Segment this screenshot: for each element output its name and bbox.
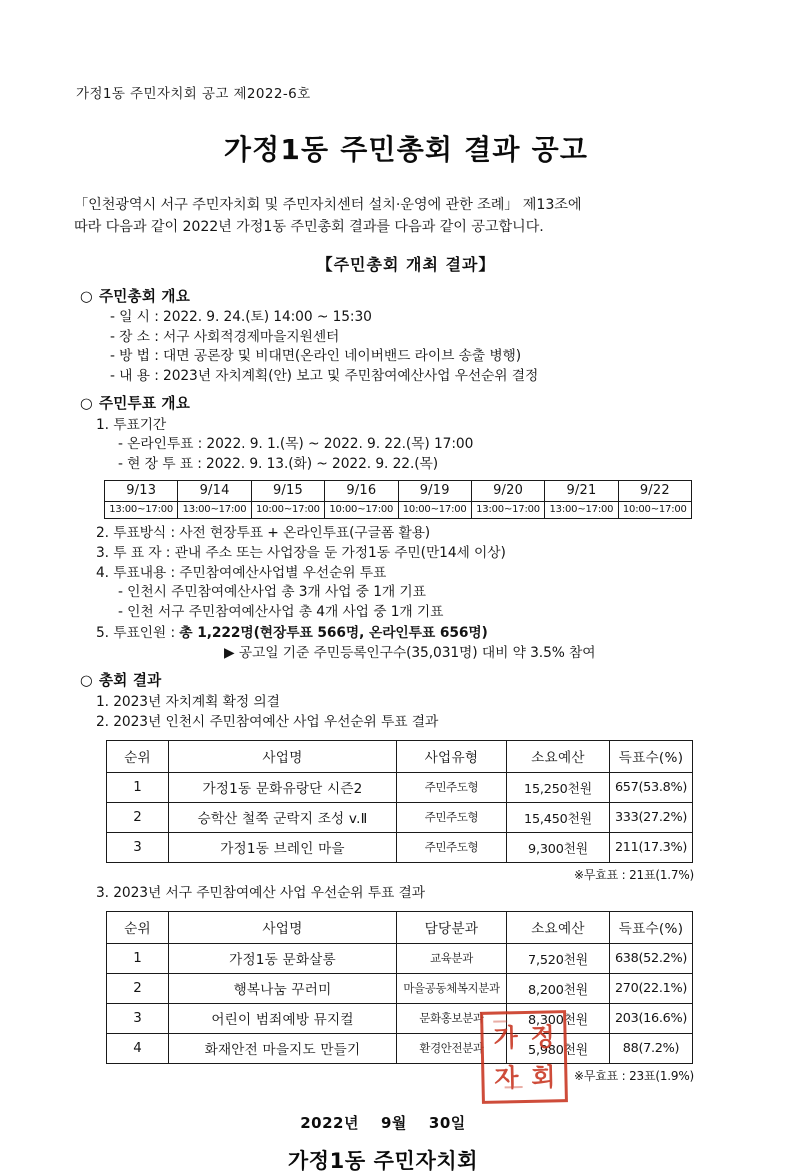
column-header-budget: 소요예산 [507, 912, 610, 944]
list-item: - 인천 서구 주민참여예산사업 총 4개 사업 중 1개 기표 [118, 604, 444, 621]
table-row [107, 773, 693, 803]
list-item: 4. 투표내용 : 주민참여예산사업별 우선순위 투표 [96, 565, 387, 582]
column-header-project-name: 사업명 [169, 912, 397, 944]
seal-character: 자 [494, 1062, 518, 1093]
schedule-date-cell: 9/19 [398, 481, 471, 502]
seal-character: 회 [531, 1061, 555, 1092]
list-item: 3. 투 표 자 : 관내 주소 또는 사업장을 둔 가정1동 주민(만14세 이상) [96, 545, 506, 562]
seal-character: 정 [530, 1021, 554, 1052]
issue-year: 2022년 [300, 1114, 359, 1133]
circle-bullet-icon: ○ [80, 395, 93, 413]
table-row [105, 481, 692, 502]
result-table-city [106, 740, 693, 863]
cell-votes: 657(53.8%) [610, 773, 693, 803]
circle-bullet-icon: ○ [80, 672, 93, 690]
seal-ink-speck [493, 1020, 507, 1022]
table-row [107, 803, 693, 833]
list-item: - 방 법 : 대면 공론장 및 비대면(온라인 네이버밴드 라이브 송출 병행) [110, 348, 522, 365]
result-table-1-wrap [106, 740, 738, 863]
issuing-organization: 가정1동 주민자치회 [287, 1149, 479, 1174]
cell-project-name: 가정1동 문화유랑단 시즌2 [169, 773, 397, 803]
invalid-votes-note-1: ※무효표 : 21표(1.7%) [573, 868, 694, 883]
list-item: 1. 2023년 자치계획 확정 의결 [96, 694, 280, 711]
column-header-project-type: 사업유형 [397, 741, 507, 773]
cell-project-name: 가정1동 문화살롱 [169, 944, 397, 974]
cell-votes: 211(17.3%) [610, 833, 693, 863]
schedule-date-cell: 9/14 [178, 481, 251, 502]
intro-line-1: 「인천광역시 서구 주민자치회 및 주민자치센터 설치·운영에 관한 조례」 제13조에 [74, 197, 582, 213]
assembly-overview-heading-label: 주민총회 개요 [98, 288, 191, 305]
schedule-time-cell: 10:00~17:00 [325, 502, 398, 519]
results-heading [80, 669, 738, 690]
list-item: - 현 장 투 표 : 2022. 9. 13.(화) ~ 2022. 9. 22.(목) [118, 455, 439, 472]
schedule-date-cell: 9/16 [325, 481, 398, 502]
cell-project-name: 어린이 범죄예방 뮤지컬 [169, 1004, 397, 1034]
voter-count-line [96, 623, 738, 643]
schedule-time-cell: 13:00~17:00 [471, 502, 544, 519]
vote-schedule-table-wrap [104, 480, 738, 519]
schedule-date-cell: 9/22 [618, 481, 691, 502]
list-item: 2. 투표방식 : 사전 현장투표 + 온라인투표(구글폼 활용) [96, 525, 431, 542]
section-banner: 【주민총회 개최 결과】 [316, 255, 496, 274]
schedule-time-cell: 10:00~17:00 [398, 502, 471, 519]
cell-budget: 8,200천원 [507, 974, 610, 1004]
table-row [107, 1034, 693, 1064]
list-item: - 장 소 : 서구 사회적경제마을지원센터 [110, 328, 340, 345]
intro-line-2: 따라 다음과 같이 2022년 가정1동 주민총회 결과를 다음과 같이 공고합니다. [74, 219, 544, 235]
cell-rank: 3 [107, 833, 169, 863]
cell-budget: 15,250천원 [507, 773, 610, 803]
cell-project-type: 주민주도형 [397, 833, 507, 863]
circle-bullet-icon: ○ [80, 288, 93, 305]
column-header-rank: 순위 [107, 741, 169, 773]
column-header-votes: 득표수(%) [610, 912, 693, 944]
schedule-date-cell: 9/21 [545, 481, 618, 502]
cell-budget: 7,520천원 [507, 944, 610, 974]
table-header-row [107, 912, 693, 944]
schedule-time-cell: 13:00~17:00 [545, 502, 618, 519]
table-header-row [107, 741, 693, 773]
schedule-time-cell: 10:00~17:00 [251, 502, 324, 519]
cell-project-type: 주민주도형 [397, 773, 507, 803]
document-number: 가정1동 주민자치회 공고 제2022-6호 [76, 86, 311, 102]
voter-count-label: 5. 투표인원 : [96, 624, 180, 641]
result-table-2-caption: 3. 2023년 서구 주민참여예산 사업 우선순위 투표 결과 [96, 885, 426, 902]
list-item: - 내 용 : 2023년 자치계획(안) 보고 및 주민참여예산사업 우선순위 결정 [110, 367, 539, 384]
cell-rank: 1 [107, 944, 169, 974]
official-seal-stamp [480, 1010, 568, 1104]
cell-department: 환경안전분과 [397, 1034, 507, 1064]
result-table-district [106, 911, 693, 1064]
cell-rank: 2 [107, 803, 169, 833]
column-header-budget: 소요예산 [507, 741, 610, 773]
seal-ink-speck [505, 1086, 523, 1088]
table-row [107, 944, 693, 974]
cell-rank: 4 [107, 1034, 169, 1064]
list-item: 1. 투표기간 [96, 417, 167, 434]
cell-project-type: 주민주도형 [397, 803, 507, 833]
schedule-time-cell: 13:00~17:00 [178, 502, 251, 519]
vote-schedule-table [104, 480, 692, 519]
table-row [105, 502, 692, 519]
table-row [107, 1004, 693, 1034]
cell-votes: 638(52.2%) [610, 944, 693, 974]
assembly-overview-heading [80, 285, 738, 306]
result-table-1-caption: 2. 2023년 인천시 주민참여예산 사업 우선순위 투표 결과 [96, 714, 439, 731]
schedule-date-cell: 9/20 [471, 481, 544, 502]
vote-overview-heading-label: 주민투표 개요 [98, 395, 191, 413]
column-header-rank: 순위 [107, 912, 169, 944]
results-heading-label: 총회 결과 [98, 672, 162, 690]
cell-rank: 2 [107, 974, 169, 1004]
schedule-date-cell: 9/15 [251, 481, 324, 502]
result-table-2-wrap [106, 911, 738, 1064]
list-item: - 온라인투표 : 2022. 9. 1.(목) ~ 2022. 9. 22.(목) 17:00 [118, 436, 474, 453]
cell-department: 문화홍보분과 [397, 1004, 507, 1034]
cell-budget: 8,300천원 [507, 1004, 610, 1034]
list-item: - 일 시 : 2022. 9. 24.(토) 14:00 ~ 15:30 [110, 309, 372, 325]
cell-votes: 203(16.6%) [610, 1004, 693, 1034]
cell-project-name: 승학산 철쭉 군락지 조성 v.Ⅱ [169, 803, 397, 833]
intro-paragraph [74, 194, 738, 238]
schedule-time-cell: 13:00~17:00 [105, 502, 178, 519]
list-item: - 인천시 주민참여예산사업 총 3개 사업 중 1개 기표 [118, 584, 426, 601]
cell-rank: 1 [107, 773, 169, 803]
column-header-project-name: 사업명 [169, 741, 397, 773]
cell-budget: 5,980천원 [507, 1034, 610, 1064]
table-row [107, 974, 693, 1004]
column-header-department: 담당분과 [397, 912, 507, 944]
voter-count-value: 총 1,222명(현장투표 566명, 온라인투표 656명) [179, 624, 488, 641]
cell-project-name: 화재안전 마을지도 만들기 [169, 1034, 397, 1064]
cell-votes: 270(22.1%) [610, 974, 693, 1004]
seal-character-grid [487, 1017, 561, 1096]
cell-rank: 3 [107, 1004, 169, 1034]
page-title: 가정1동 주민총회 결과 공고 [223, 133, 589, 166]
issue-day: 30일 [428, 1114, 466, 1133]
seal-ink-speck [535, 1028, 545, 1030]
cell-department: 교육분과 [397, 944, 507, 974]
cell-votes: 333(27.2%) [610, 803, 693, 833]
cell-budget: 15,450천원 [507, 803, 610, 833]
cell-project-name: 가정1동 브레인 마을 [169, 833, 397, 863]
vote-overview-heading [80, 392, 738, 413]
column-header-votes: 득표수(%) [610, 741, 693, 773]
document-footer [74, 1112, 738, 1175]
table-row [107, 833, 693, 863]
seal-character: 가 [493, 1022, 517, 1053]
schedule-date-cell: 9/13 [105, 481, 178, 502]
schedule-time-cell: 10:00~17:00 [618, 502, 691, 519]
participation-rate-note: ▶ 공고일 기준 주민등록인구수(35,031명) 대비 약 3.5% 참여 [224, 644, 596, 661]
cell-votes: 88(7.2%) [610, 1034, 693, 1064]
invalid-votes-note-2: ※무효표 : 23표(1.9%) [573, 1069, 694, 1084]
issue-month: 9월 [380, 1114, 407, 1133]
cell-budget: 9,300천원 [507, 833, 610, 863]
issue-date [74, 1112, 738, 1133]
cell-department: 마을공동체복지분과 [397, 974, 507, 1004]
cell-project-name: 행복나눔 꾸러미 [169, 974, 397, 1004]
